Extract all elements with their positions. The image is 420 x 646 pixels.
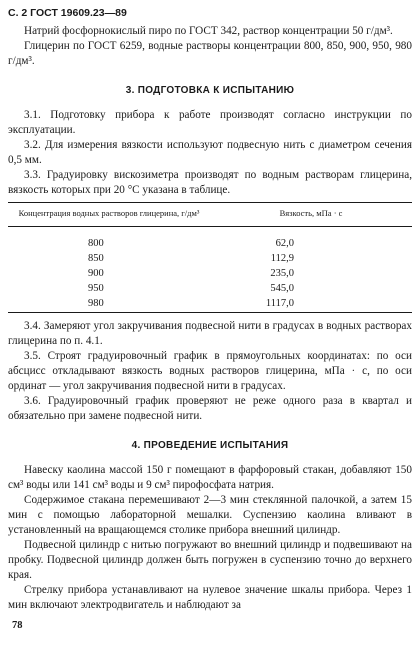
viscosity-table xyxy=(8,202,412,313)
table-cell-viscosity: 545,0 xyxy=(270,283,294,294)
section-4-p1: Навеску каолина массой 150 г помещают в фарфоровый стакан, добавляют 150 см³ воды или 141 см³ воды и 9 см³ пирофосфата натрия. xyxy=(8,464,412,491)
document-page xyxy=(8,6,412,613)
table-header-concentration: Концентрация водных растворов глицерина, г/дм³ xyxy=(8,203,210,227)
table-cell-concentration: 980 xyxy=(8,296,210,313)
table-cell-concentration: 950 xyxy=(88,283,104,294)
section-3-5: 3.5. Строят градуировочный график в прямоугольных координатах: по оси абсцисс откладывают вязкость водных растворов глицерина, мПа · с, по оси ординат — угол закручивания подвесной нити в градусах. xyxy=(8,350,412,392)
section-3-6: 3.6. Градуировочный график проверяют не реже одного раза в квартал и обязательно при замене подвесной нити. xyxy=(8,395,412,422)
table-cell-viscosity: 235,0 xyxy=(270,268,294,279)
page-number: 78 xyxy=(12,620,23,631)
reagent-sodium-pyrophosphate: Натрий фосфорнокислый пиро по ГОСТ 342, раствор концентрации 50 г/дм³. xyxy=(24,25,393,37)
page-header: С. 2 ГОСТ 19609.23—89 xyxy=(8,7,127,19)
section-4-p3: Подвесной цилиндр с нитью погружают во внешний цилиндр и подвешивают на пробку. Подвесной цилиндр должен быть погружен в суспензию точно до верхнего края. xyxy=(8,539,412,581)
section-3-3: 3.3. Градуировку вискозиметра производят по водным растворам глицерина, вязкость которых при 20 °С указана в таблице. xyxy=(8,169,412,196)
table-header-viscosity: Вязкость, мПа · с xyxy=(210,203,412,227)
section-4-p2: Содержимое стакана перемешивают 2—3 мин стеклянной палочкой, а затем 15 мин с помощью лабораторной мешалки. Суспензию каолина вливают в установленный на вращающемся столике прибора внешний цилиндр. xyxy=(8,494,412,536)
table-row xyxy=(8,281,412,296)
table-cell-viscosity: 62,0 xyxy=(275,238,294,249)
table-row xyxy=(8,227,412,252)
table-row xyxy=(8,266,412,281)
section-3-title: 3. ПОДГОТОВКА К ИСПЫТАНИЮ xyxy=(125,85,295,96)
table-row xyxy=(8,251,412,266)
table-cell-viscosity: 1117,0 xyxy=(210,296,412,313)
reagent-glycerin: Глицерин по ГОСТ 6259, водные растворы концентрации 800, 850, 900, 950, 980 г/дм³. xyxy=(8,40,412,67)
section-3-2: 3.2. Для измерения вязкости используют подвесную нить с диаметром сечения 0,5 мм. xyxy=(8,139,412,166)
table-row xyxy=(8,296,412,313)
section-3-1: 3.1. Подготовку прибора к работе производят согласно инструкции по эксплуатации. xyxy=(8,109,412,136)
section-4-p4: Стрелку прибора устанавливают на нулевое значение шкалы прибора. Через 1 мин включают электродвигатель и наблюдают за xyxy=(8,584,412,611)
section-3-4: 3.4. Замеряют угол закручивания подвесной нити в градусах в водных растворах глицерина по п. 4.1. xyxy=(8,320,412,347)
table-cell-viscosity: 112,9 xyxy=(270,253,294,264)
table-cell-concentration: 900 xyxy=(88,268,104,279)
section-4-title: 4. ПРОВЕДЕНИЕ ИСПЫТАНИЯ xyxy=(131,440,289,451)
table-cell-concentration: 800 xyxy=(88,238,104,249)
table-cell-concentration: 850 xyxy=(88,253,104,264)
